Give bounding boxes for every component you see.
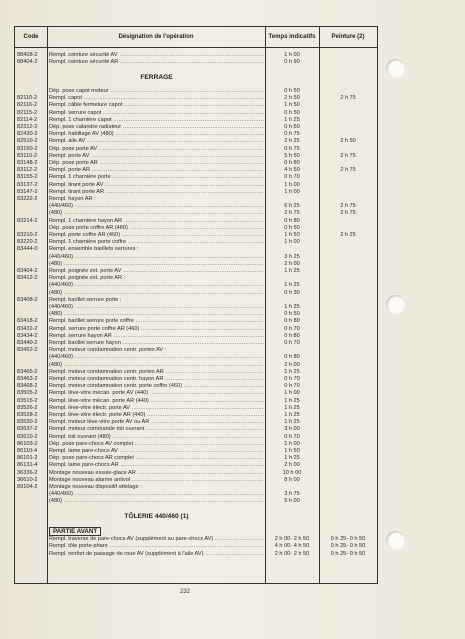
operation-code: 83530-2 — [17, 419, 38, 426]
operation-designation: Dép. pose capot moteur ..... — [49, 88, 264, 95]
table-row — [15, 441, 377, 448]
operation-designation: Rempl. barillet serrure porte : — [49, 296, 122, 303]
operation-designation: Rempl. moteur commande toit ouvrant ..... — [49, 426, 264, 433]
operation-code: 82430-2 — [17, 131, 38, 138]
operation-designation: Rempl. hayon AR : — [49, 196, 96, 202]
operation-code: 83150-2 — [17, 145, 38, 152]
operation-time: 0 h 75 — [284, 131, 300, 138]
table-row — [15, 290, 377, 297]
table-row — [15, 131, 377, 138]
operation-time: 2 h 75 — [284, 210, 300, 217]
operation-designation: Rempl. capot ..... — [49, 95, 264, 102]
table-row — [15, 491, 377, 498]
operation-paint-time: 0 h 25- 0 h 50 — [330, 536, 366, 542]
table-row — [15, 261, 377, 268]
operation-code: 83434-2 — [17, 332, 38, 339]
operation-designation: Rempl. lève-vitre mécan. porte AR (440) ..... — [49, 398, 264, 405]
operation-code: 82114-2 — [17, 116, 38, 123]
operation-designation: (480) ..... — [49, 311, 264, 318]
operation-code: 83404-2 — [17, 268, 38, 274]
operation-code: 83515-2 — [17, 397, 38, 404]
operation-designation: Rempl. serrure porte coffre AR (460) ..... — [49, 326, 264, 333]
table-row — [15, 412, 377, 419]
operation-code: 83148-2 — [17, 160, 38, 166]
operation-designation: Rempl. barillet serrure porte coffre ..... — [49, 318, 264, 325]
section-tolerie-title: TÔLERIE 440/460 (1) — [124, 513, 189, 520]
operation-time: 0 h 30 — [284, 289, 300, 296]
table-row — [15, 110, 377, 117]
table-row — [15, 88, 377, 95]
operation-code: 83610-2 — [17, 433, 38, 440]
operation-code: 36610-2 — [17, 476, 38, 483]
table-row — [15, 455, 377, 462]
table-row — [15, 536, 377, 543]
operation-time: 3 h 25 — [284, 253, 300, 260]
operation-time: 4 h 00- 4 h 50 — [274, 543, 310, 550]
operation-designation: Rempl. toit ouvrant (480) ..... — [49, 434, 264, 441]
operation-time: 8 h 00 — [284, 476, 300, 483]
operation-time: 3 h 00 — [284, 426, 300, 433]
table-row — [15, 146, 377, 153]
operation-designation: Rempl. poignée ext. porte AR : — [49, 275, 126, 282]
operation-time: 0 h 50 — [284, 88, 300, 94]
operation-time: 1 h 50 — [284, 232, 300, 238]
operation-time: 1 h 00 — [284, 52, 300, 58]
binder-hole — [386, 531, 405, 550]
operation-time: 0 h 70 — [284, 376, 300, 382]
operation-designation: Rempl. tirant porte AV ..... — [49, 182, 264, 189]
operation-designation: Rempl. ceinture sécurité AV ..... — [49, 52, 264, 59]
table-row — [15, 419, 377, 426]
operation-code: 88404-2 — [17, 59, 38, 65]
table-row — [15, 333, 377, 340]
operation-designation: Rempl. habillage AV (480) ..... — [49, 131, 264, 138]
operation-time: 1 h 50 — [284, 448, 300, 454]
operation-designation: Dép. pose porte AR ..... — [49, 160, 264, 167]
operation-code: 83637-2 — [17, 426, 38, 433]
operation-time: 1 h 00 — [284, 239, 300, 246]
table-row — [15, 405, 377, 412]
operation-code: 83452-2 — [17, 347, 38, 354]
table-row — [15, 210, 377, 217]
operation-time: 2 h 25 — [284, 138, 300, 145]
table-row — [15, 239, 377, 246]
operation-designation: Rempl. traverse de pare-chocs AV (supplément au pare-chocs AV) ..... — [49, 536, 264, 543]
table-row — [15, 304, 377, 311]
table-row — [15, 551, 377, 558]
table-row — [15, 117, 377, 124]
table-row — [15, 189, 377, 196]
header-designation: Désignation de l'opération — [118, 34, 194, 40]
operation-code: 83110-2 — [17, 152, 38, 159]
operation-time: 1 h 25 — [284, 304, 300, 310]
table-row — [15, 182, 377, 189]
operation-time: 1 h 25 — [284, 404, 300, 411]
table-row — [15, 340, 377, 347]
operation-code: 83526-2 — [17, 404, 38, 411]
operation-code: 83412-2 — [17, 275, 38, 282]
operation-time: 4 h 50 — [284, 167, 300, 174]
operation-designation: Rempl. lame pare-chocs AV ..... — [49, 448, 264, 455]
operation-code: 83528-2 — [17, 412, 38, 418]
operation-paint-time: 2 h 75 — [340, 210, 356, 217]
operation-time: 1 h 25 — [284, 282, 300, 289]
table-row — [15, 225, 377, 232]
operation-designation: Rempl. moteur lève-vitre porte AV ou AR ..... — [49, 419, 264, 426]
page-number: 232 — [180, 589, 191, 595]
binder-hole — [386, 59, 405, 78]
operation-designation: Rempl. lève-vitre mécan. porte AV (440) ..... — [49, 390, 264, 397]
table-row — [15, 297, 377, 304]
operations-table — [14, 26, 378, 584]
table-row — [15, 477, 377, 484]
operation-time: 0 h 70 — [284, 340, 300, 346]
operation-code: 86110-4 — [17, 448, 38, 454]
table-row — [15, 311, 377, 318]
operation-time: 0 h 80 — [284, 354, 300, 361]
binder-hole — [386, 295, 405, 314]
operation-code: 82510-2 — [17, 138, 38, 145]
operation-time: 2 h 00 — [284, 361, 300, 368]
operation-code: 89104-2 — [17, 484, 38, 490]
table-row — [15, 484, 377, 491]
operation-designation: Rempl. porte coffre AR (460) ..... — [49, 232, 264, 239]
operation-time: 2 h 50 — [284, 95, 300, 102]
operation-code: 83418-2 — [17, 318, 38, 325]
operation-code: 83463-2 — [17, 376, 38, 382]
operation-code: 82115-2 — [17, 109, 38, 116]
operation-designation: Montage nouveau essuie-glace AR ..... — [49, 470, 264, 477]
operation-designation: (480) ..... — [49, 290, 264, 297]
operation-designation: Montage nouveau dispositif attelage : — [49, 484, 142, 490]
header-peinture: Peinture (2) — [331, 34, 365, 40]
operation-time: 0 h 50 — [284, 311, 300, 318]
table-row — [15, 160, 377, 167]
operation-time: 5 h 50 — [284, 152, 300, 159]
table-row — [15, 398, 377, 405]
table-row — [15, 470, 377, 477]
operation-paint-time: 0 h 25- 0 h 50 — [330, 550, 366, 557]
table-row — [15, 153, 377, 160]
operation-time: 5 h 00 — [284, 498, 300, 505]
table-row — [15, 52, 377, 59]
operation-time: 2 h 00 — [284, 462, 300, 469]
operation-paint-time: 2 h 75 — [340, 167, 356, 174]
operation-code: 86103-2 — [17, 440, 38, 447]
operation-designation: Rempl. moteur condamnation centr. portes AV : — [49, 347, 167, 354]
operation-designation: Montage nouveau alarme antivol ..... — [49, 477, 264, 484]
operation-time: 0 h 80 — [284, 160, 300, 166]
table-row — [15, 376, 377, 383]
operation-designation: (440/460) ..... — [49, 491, 264, 498]
table-row — [15, 59, 377, 66]
operation-designation: (440/460) ..... — [49, 254, 264, 261]
operation-time: 6 h 25 — [284, 203, 300, 210]
table-row — [15, 232, 377, 239]
operation-code: 86131-4 — [17, 462, 38, 469]
operation-code: 88408-2 — [17, 52, 38, 58]
operation-designation: Dép. pose calandre radiateur ..... — [49, 124, 264, 131]
operation-designation: (480) ..... — [49, 210, 264, 217]
table-row — [15, 246, 377, 253]
table-row — [15, 434, 377, 441]
operation-designation: Rempl. serrure hayon AR ..... — [49, 333, 264, 340]
operation-designation: Dép. pose pare-chocs AR complet ..... — [49, 455, 264, 462]
table-row — [15, 462, 377, 469]
operation-designation: Rempl. tôle porte-phare ..... — [49, 543, 264, 550]
table-row — [15, 362, 377, 369]
operation-code: 83440-2 — [17, 340, 38, 346]
operation-time: 1 h 00 — [284, 440, 300, 447]
operation-designation: Rempl. lève-vitre électr. porte AR (440) ..... — [49, 412, 264, 419]
operation-paint-time: 0 h 25- 0 h 50 — [330, 543, 366, 550]
table-row — [15, 383, 377, 390]
operation-code: 36336-2 — [17, 469, 38, 476]
operation-time: 1 h 25 — [284, 116, 300, 123]
partie-avant-label: PARTIE AVANT — [49, 527, 101, 536]
operation-designation: (440/460) ..... — [49, 354, 264, 361]
table-row — [15, 426, 377, 433]
operation-time: 0 h 70 — [284, 174, 300, 181]
operation-designation: Rempl. barillet serrure hayon ..... — [49, 340, 264, 347]
operation-code: 83465-2 — [17, 368, 38, 375]
operation-designation: (480) ..... — [49, 261, 264, 268]
operation-paint-time: 2 h 25 — [340, 232, 356, 238]
operation-designation: Rempl. serrure capot ..... — [49, 110, 264, 117]
header-code: Code — [23, 34, 39, 40]
operation-designation: (480) ..... — [49, 498, 264, 505]
operation-time: 0 h 75 — [284, 145, 300, 152]
operation-code: 86101-2 — [17, 455, 38, 462]
operation-designation: Rempl. lame pare-chocs AR ..... — [49, 462, 264, 469]
operation-code: 83220-2 — [17, 239, 38, 246]
operation-paint-time: 2 h 75 — [340, 203, 356, 210]
operation-time: 0 h 50 — [284, 109, 300, 116]
operation-code: 82312-2 — [17, 124, 38, 130]
operation-designation: (440/460) ..... — [49, 282, 264, 289]
operation-code: 83408-2 — [17, 296, 38, 303]
table-row — [15, 124, 377, 131]
operation-time: 1 h 25 — [284, 368, 300, 375]
operation-designation: Rempl. câble fermeture capot ..... — [49, 102, 264, 109]
table-row — [15, 167, 377, 174]
operation-code: 82116-2 — [17, 102, 38, 109]
operation-time: 0 h 70 — [284, 325, 300, 332]
operation-code: 83432-2 — [17, 325, 38, 332]
operation-time: 0 h 90 — [284, 59, 300, 65]
table-row — [15, 347, 377, 354]
operation-designation: Rempl. 1 charnière porte ..... — [49, 174, 264, 181]
table-row — [15, 138, 377, 145]
table-row — [15, 354, 377, 361]
operation-designation: Rempl. lève-vitre électr. porte AV ..... — [49, 405, 264, 412]
table-header — [15, 27, 377, 48]
operation-code: 82110-2 — [17, 95, 38, 102]
operation-designation: Rempl. poignée ext. porte AV ..... — [49, 268, 264, 275]
operation-paint-time: 2 h 75 — [340, 95, 356, 102]
operation-designation: Rempl. ensemble barillets serrures : — [49, 246, 139, 253]
operation-designation: Rempl. renfort de passage de roue AV (supplément à l'aile AV) ..... — [49, 551, 264, 558]
operation-code: 83214-2 — [17, 217, 38, 224]
section-ferrage-title: FERRAGE — [140, 74, 173, 81]
operation-designation: Rempl. 1 charnière porte coffre ..... — [49, 239, 264, 246]
table-row — [15, 390, 377, 397]
operation-time: 1 h 25 — [284, 397, 300, 404]
operation-designation: (480) ..... — [49, 362, 264, 369]
operation-time: 0 h 70 — [284, 383, 300, 390]
operation-code: 83210-2 — [17, 232, 38, 238]
operation-time: 1 h 25 — [284, 419, 300, 426]
header-temps: Temps indicatifs — [268, 34, 316, 40]
table-row — [15, 326, 377, 333]
operation-designation: Dép. pose pare-chocs AV complet ..... — [49, 441, 264, 448]
table-row — [15, 318, 377, 325]
operation-time: 1 h 25 — [284, 455, 300, 462]
operation-time: 1 h 50 — [284, 102, 300, 109]
operation-paint-time: 2 h 75 — [340, 152, 356, 159]
operation-code: 83137-2 — [17, 181, 38, 188]
operation-time: 0 h 80 — [284, 332, 300, 339]
table-row — [15, 268, 377, 275]
operation-designation: Rempl. moteur condamnation centr. portes AR ..... — [49, 369, 264, 376]
operation-code: 83147-2 — [17, 188, 38, 195]
table-row — [15, 174, 377, 181]
operation-time: 10 h 00 — [282, 469, 302, 476]
operation-time: 0 h 50 — [284, 224, 300, 231]
operation-designation: Rempl. 1 charnière hayon AR ..... — [49, 218, 264, 225]
operation-time: 0 h 50 — [284, 124, 300, 130]
table-row — [15, 218, 377, 225]
operation-time: 1 h 25 — [284, 268, 300, 274]
operation-designation: Dép. pose porte coffre AR (460) ..... — [49, 225, 264, 232]
operation-designation: (440/460) ..... — [49, 203, 264, 210]
table-row — [15, 196, 377, 203]
operation-time: 1 h 25 — [284, 412, 300, 418]
table-row — [15, 203, 377, 210]
operation-time: 0 h 80 — [284, 217, 300, 224]
operation-time: 1 h 00 — [284, 390, 300, 397]
operation-code: 83222-2 — [17, 196, 38, 202]
operation-time: 1 h 00 — [284, 188, 300, 195]
operation-time: 0 h 70 — [284, 433, 300, 440]
operation-code: 83468-2 — [17, 383, 38, 390]
table-row — [15, 275, 377, 282]
operation-time: 2 h 00 — [284, 260, 300, 267]
operation-designation: Rempl. ceinture sécurité AR ..... — [49, 59, 264, 66]
table-row — [15, 369, 377, 376]
operation-designation: Rempl. moteur condamnation centr. porte coffre (460) ..... — [49, 383, 264, 390]
table-row — [15, 498, 377, 505]
operation-designation: Rempl. aile AV ..... — [49, 138, 264, 145]
operation-time: 3 h 75 — [284, 491, 300, 498]
operation-designation: (440/460) ..... — [49, 304, 264, 311]
operation-code: 83505-2 — [17, 390, 38, 397]
table-row — [15, 543, 377, 550]
operation-designation: Rempl. porte AR ..... — [49, 167, 264, 174]
table-row — [15, 95, 377, 102]
table-row — [15, 254, 377, 261]
operation-designation: Rempl. moteur condamnation centr. hayon AR ..... — [49, 376, 264, 383]
operation-code: 83444-0 — [17, 246, 38, 253]
operation-time: 2 h 00- 2 h 50 — [274, 536, 310, 542]
operation-paint-time: 2 h 50 — [340, 138, 356, 145]
operation-designation: Rempl. tirant porte AR ..... — [49, 189, 264, 196]
operation-designation: Rempl. porte AV ..... — [49, 153, 264, 160]
table-row — [15, 448, 377, 455]
operation-designation: Dép. pose porte AV ..... — [49, 146, 264, 153]
operation-time: 1 h 00 — [284, 181, 300, 188]
operation-designation: Rempl. 1 charnière capot ..... — [49, 117, 264, 124]
table-row — [15, 282, 377, 289]
operation-code: 83112-2 — [17, 167, 38, 174]
operation-time: 0 h 80 — [284, 318, 300, 325]
operation-code: 83155-2 — [17, 174, 38, 181]
operation-time: 2 h 00- 2 h 50 — [274, 550, 310, 557]
table-row — [15, 102, 377, 109]
